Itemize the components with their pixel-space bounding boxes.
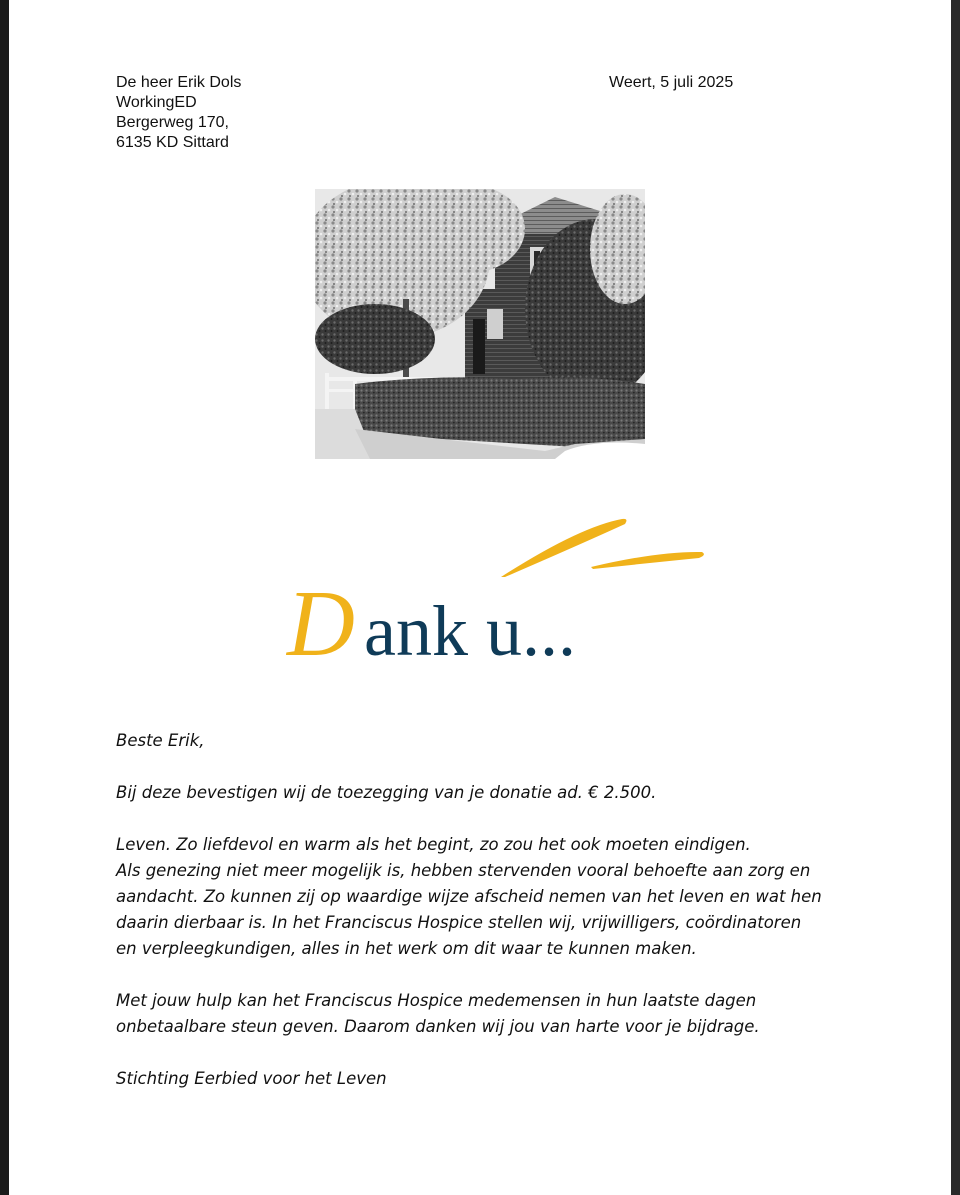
- paragraph-2-line-1: Met jouw hulp kan het Franciscus Hospice medemensen in hun laatste dagen: [116, 991, 757, 1010]
- dank-u-logo: [279, 515, 709, 665]
- swoosh-lower: [591, 552, 704, 569]
- letter-date: Weert, 5 juli 2025: [609, 74, 734, 91]
- recipient-address: [116, 73, 241, 153]
- donation-confirmation: Bij deze bevestigen wij de toezegging van je donatie ad. € 2.500.: [116, 783, 657, 802]
- letter-page: [9, 0, 951, 1195]
- paragraph-1-line-3: aandacht. Zo kunnen zij op waardige wijze afscheid nemen van het leven en wat hen: [116, 887, 822, 906]
- signature: Stichting Eerbied voor het Leven: [116, 1069, 387, 1088]
- logo-initial: D: [287, 572, 355, 665]
- salutation: Beste Erik,: [116, 731, 205, 750]
- recipient-city: 6135 KD Sittard: [116, 134, 229, 151]
- letter-body: [116, 728, 896, 1092]
- recipient-company: WorkingED: [116, 94, 197, 111]
- paragraph-1-line-1: Leven. Zo liefdevol en warm als het begint, zo zou het ook moeten eindigen.: [116, 835, 751, 854]
- paragraph-1-line-4: daarin dierbaar is. In het Franciscus Hospice stellen wij, vrijwilligers, coördinatoren: [116, 913, 802, 932]
- recipient-street: Bergerweg 170,: [116, 114, 229, 131]
- swoosh-upper: [501, 519, 626, 577]
- paragraph-1-line-2: Als genezing niet meer mogelijk is, hebben stervenden vooral behoefte aan zorg en: [116, 861, 811, 880]
- paragraph-2-line-2: onbetaalbare steun geven. Daarom danken wij jou van harte voor je bijdrage.: [116, 1017, 760, 1036]
- house-photo: [315, 189, 645, 459]
- logo-text: ank u...: [364, 591, 576, 665]
- recipient-name: De heer Erik Dols: [116, 74, 242, 91]
- screen-edge: [951, 0, 960, 1195]
- paragraph-1-line-5: en verpleegkundigen, alles in het werk om dit waar te kunnen maken.: [116, 939, 697, 958]
